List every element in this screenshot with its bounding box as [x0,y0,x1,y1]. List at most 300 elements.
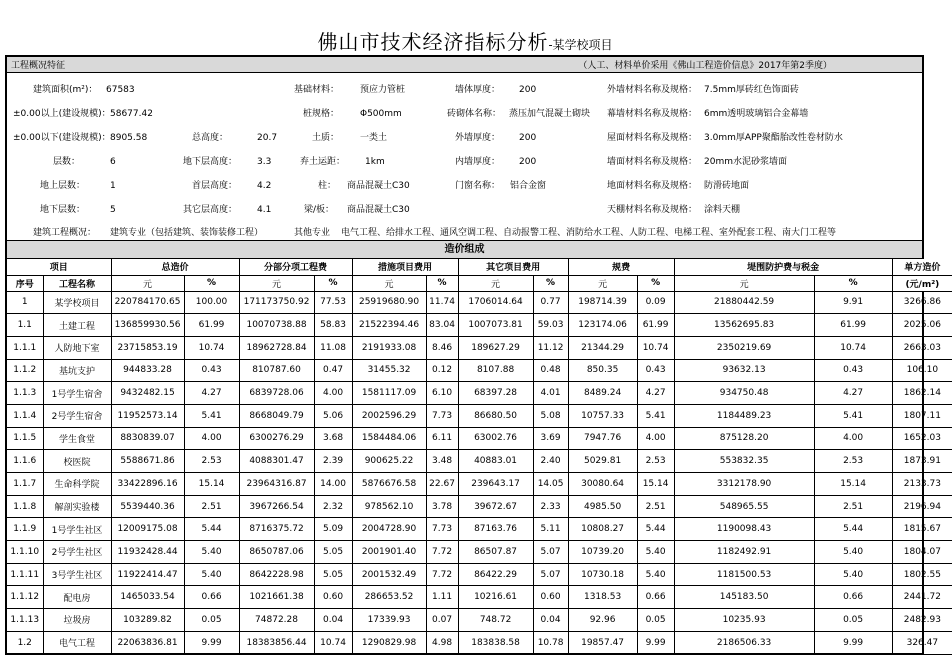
cell-meas-pct: 7.72 [426,563,458,586]
cell-tax: 553832.35 [674,450,814,473]
cell-seq: 1.1.11 [7,563,43,586]
cell-fee-pct: 5.40 [637,563,674,586]
cell-oth: 10216.61 [458,586,533,609]
header-sub-yuan: 元 [239,275,314,291]
cell-oth: 63002.76 [458,427,533,450]
cell-tax-pct: 4.00 [814,427,892,450]
above-area-value: 58677.42 [110,109,153,119]
cell-oth-pct: 11.12 [533,336,568,359]
cell-meas: 2191933.08 [352,336,426,359]
cell-sub-pct: 14.00 [314,473,352,496]
cell-oth-pct: 5.08 [533,404,568,427]
cell-seq: 1 [7,291,43,314]
cell-tax-pct: 4.27 [814,382,892,405]
cell-seq: 1.1.9 [7,518,43,541]
cell-oth-pct: 0.77 [533,291,568,314]
cell-total-pct: 2.51 [184,495,239,518]
cell-total: 136859930.56 [111,314,184,337]
cell-tax: 3312178.90 [674,473,814,496]
scope-value: 建筑专业（包括建筑、装饰装修工程） [110,228,264,238]
header-total-yuan: 元 [111,275,184,291]
cell-fee-pct: 4.27 [637,382,674,405]
cell-unit: 2196.94 [892,495,952,518]
cell-seq: 1.1.6 [7,450,43,473]
cell-total-pct: 0.05 [184,609,239,632]
overview-header-note: （人工、材料单价采用《佛山工程造价信息》2017年第2季度） [578,61,832,71]
cell-total-pct: 2.53 [184,450,239,473]
cell-sub-pct: 5.06 [314,404,352,427]
table-row [7,450,952,473]
header-meas-yuan: 元 [352,275,426,291]
cell-oth: 183838.58 [458,631,533,654]
header-fees: 规费 [568,259,674,275]
cell-name: 2号学生社区 [43,541,111,564]
header-unit-price: 单方造价 [892,259,952,275]
header-meas-pct: % [426,275,458,291]
cell-oth-pct: 3.69 [533,427,568,450]
cell-name: 垃圾房 [43,609,111,632]
cell-sub-pct: 5.05 [314,541,352,564]
cell-meas-pct: 1.11 [426,586,458,609]
title-sub: -某学校项目 [548,38,613,52]
header-name: 工程名称 [43,275,111,291]
overview-section [7,73,922,241]
cell-fee-pct: 5.41 [637,404,674,427]
table-row [7,404,952,427]
cell-seq: 1.1.1 [7,336,43,359]
cell-fee: 7947.76 [568,427,637,450]
cell-sub-pct: 10.74 [314,631,352,654]
cell-oth: 86507.87 [458,541,533,564]
cell-tax: 21880442.59 [674,291,814,314]
cell-name: 学生食堂 [43,427,111,450]
cell-oth: 8107.88 [458,359,533,382]
table-row [7,631,952,654]
cell-total: 5588671.86 [111,450,184,473]
header-tax: 堤围防护费与税金 [674,259,892,275]
header-fee-yuan: 元 [568,275,637,291]
foundation-label: 基础材料： [294,85,340,95]
cell-name: 解剖实验楼 [43,495,111,518]
cell-tax-pct: 61.99 [814,314,892,337]
cell-unit: 2025.06 [892,314,952,337]
int-wall-value: 20mm水泥砂浆墙面 [704,157,787,167]
cell-meas-pct: 3.78 [426,495,458,518]
cell-tax: 875128.20 [674,427,814,450]
cell-sub: 6839728.06 [239,382,314,405]
cell-oth-pct: 5.07 [533,563,568,586]
cell-name: 基坑支护 [43,359,111,382]
cell-meas: 1584484.06 [352,427,426,450]
header-sub-pct: % [314,275,352,291]
ceiling-value: 涂料天棚 [704,205,741,215]
table-row [7,563,952,586]
cell-oth-pct: 10.78 [533,631,568,654]
cell-fee: 850.35 [568,359,637,382]
cell-tax: 93632.13 [674,359,814,382]
cell-sub-pct: 4.00 [314,382,352,405]
cell-sub-pct: 3.68 [314,427,352,450]
soil-value: 一类土 [360,133,388,143]
cell-oth-pct: 59.03 [533,314,568,337]
cell-meas: 5876676.58 [352,473,426,496]
cell-sub: 8642228.98 [239,563,314,586]
cell-tax-pct: 15.14 [814,473,892,496]
cell-tax-pct: 0.05 [814,609,892,632]
cell-tax-pct: 9.99 [814,631,892,654]
cell-sub: 23964316.87 [239,473,314,496]
cell-total: 33422896.16 [111,473,184,496]
cell-fee-pct: 2.53 [637,450,674,473]
header-total-pct: % [184,275,239,291]
cell-seq: 1.1.13 [7,609,43,632]
header-measures: 措施项目费用 [352,259,458,275]
cell-oth-pct: 14.05 [533,473,568,496]
table-header-row-2 [7,275,952,291]
cell-oth: 239643.17 [458,473,533,496]
cell-seq: 1.1.2 [7,359,43,382]
cell-oth-pct: 0.48 [533,359,568,382]
cell-fee-pct: 5.44 [637,518,674,541]
floors-label: 层数： [53,157,81,167]
cell-name: 人防地下室 [43,336,111,359]
cell-sub-pct: 0.47 [314,359,352,382]
first-height-label: 首层高度： [192,181,238,191]
cell-tax: 1184489.23 [674,404,814,427]
below-floors-value: 5 [110,205,116,215]
cell-total: 22063836.81 [111,631,184,654]
cell-oth-pct: 0.04 [533,609,568,632]
cell-fee-pct: 61.99 [637,314,674,337]
cell-total-pct: 5.44 [184,518,239,541]
inner-wall-label: 内墙厚度： [455,157,501,167]
other-value: 电气工程、给排水工程、通风空调工程、自动报警工程、消防给水工程、人防工程、电梯工程、室外配套工程、南大门工程等 [341,228,837,238]
header-tax-yuan: 元 [674,275,814,291]
cell-fee-pct: 15.14 [637,473,674,496]
cell-meas-pct: 7.73 [426,404,458,427]
soil-label: 土质： [312,133,340,143]
cell-unit: 326.47 [892,631,952,654]
page-title [0,26,930,56]
table-row [7,495,952,518]
cell-name: 配电房 [43,586,111,609]
cell-sub-pct: 77.53 [314,291,352,314]
cell-oth: 86680.50 [458,404,533,427]
cell-fee: 21344.29 [568,336,637,359]
cell-meas: 1290829.98 [352,631,426,654]
basement-height-label: 地下层高度： [183,157,238,167]
cell-sub: 810787.60 [239,359,314,382]
ceiling-label: 天棚材料名称及规格： [607,205,698,215]
cell-sub: 10070738.88 [239,314,314,337]
cell-seq: 1.1.8 [7,495,43,518]
doors-value: 铝合金窗 [510,181,547,191]
cell-oth: 87163.76 [458,518,533,541]
pile-spec-value: Φ500mm [360,109,402,119]
cell-meas: 978562.10 [352,495,426,518]
cell-oth: 40883.01 [458,450,533,473]
cell-fee-pct: 2.51 [637,495,674,518]
cell-name: 电气工程 [43,631,111,654]
cell-meas-pct: 3.48 [426,450,458,473]
cell-sub: 6300276.29 [239,427,314,450]
total-height-label: 总高度： [192,133,229,143]
earth-distance-label: 弃土运距： [300,157,346,167]
int-wall-label: 墙面材料名称及规格： [607,157,698,167]
cell-sub-pct: 11.08 [314,336,352,359]
cell-oth: 68397.28 [458,382,533,405]
cell-seq: 1.1 [7,314,43,337]
cell-fee-pct: 0.09 [637,291,674,314]
inner-wall-value: 200 [519,157,537,167]
header-oth-yuan: 元 [458,275,533,291]
cell-unit: 1815.67 [892,518,952,541]
cell-total-pct: 4.00 [184,427,239,450]
cell-meas-pct: 6.11 [426,427,458,450]
cell-fee-pct: 0.43 [637,359,674,382]
cell-tax-pct: 5.40 [814,541,892,564]
cell-oth: 86422.29 [458,563,533,586]
above-area-label: ±0.00以上(建设规模)： [13,109,111,119]
earth-distance-value: 1km [365,157,385,167]
cell-sub-pct: 0.04 [314,609,352,632]
cell-sub-pct: 2.39 [314,450,352,473]
cell-oth: 189627.29 [458,336,533,359]
cell-oth-pct: 0.60 [533,586,568,609]
cell-unit: 2133.73 [892,473,952,496]
first-height-value: 4.2 [257,181,272,191]
cell-total-pct: 10.74 [184,336,239,359]
cell-oth: 39672.67 [458,495,533,518]
cell-fee: 10757.33 [568,404,637,427]
cell-unit: 2663.03 [892,336,952,359]
cell-unit: 2482.93 [892,609,952,632]
cell-sub-pct: 58.83 [314,314,352,337]
column-label: 柱： [318,181,337,191]
header-other: 其它项目费用 [458,259,568,275]
cell-fee-pct: 9.99 [637,631,674,654]
cell-fee-pct: 10.74 [637,336,674,359]
cell-total-pct: 9.99 [184,631,239,654]
header-tax-pct: % [814,275,892,291]
cell-tax: 10235.93 [674,609,814,632]
header-oth-pct: % [533,275,568,291]
cell-total-pct: 5.40 [184,563,239,586]
cell-meas-pct: 4.98 [426,631,458,654]
masonry-label: 砖砌体名称： [447,109,502,119]
cell-meas: 2004728.90 [352,518,426,541]
cell-seq: 1.1.5 [7,427,43,450]
wall-thickness-label: 墙体厚度： [455,85,501,95]
cell-seq: 1.1.7 [7,473,43,496]
cell-meas: 25919680.90 [352,291,426,314]
cell-meas-pct: 0.07 [426,609,458,632]
cell-total: 11952573.14 [111,404,184,427]
cell-oth-pct: 2.40 [533,450,568,473]
cell-fee: 123174.06 [568,314,637,337]
cell-tax: 145183.50 [674,586,814,609]
roof-label: 屋面材料名称及规格： [607,133,698,143]
cell-total: 220784170.65 [111,291,184,314]
table-row [7,291,952,314]
cell-meas: 2001532.49 [352,563,426,586]
doors-label: 门窗名称： [455,181,501,191]
curtain-label: 幕墙材料名称及规格： [607,109,698,119]
cell-unit: 1807.11 [892,404,952,427]
cell-tax: 2186506.33 [674,631,814,654]
cell-fee: 1318.53 [568,586,637,609]
cell-fee-pct: 5.40 [637,541,674,564]
table-row [7,427,952,450]
cell-oth: 1706014.64 [458,291,533,314]
cell-meas-pct: 6.10 [426,382,458,405]
cell-total: 11932428.44 [111,541,184,564]
cell-seq: 1.1.10 [7,541,43,564]
cell-total: 5539440.36 [111,495,184,518]
column-value: 商品混凝土C30 [347,181,410,191]
cell-tax: 1181500.53 [674,563,814,586]
outer-wall-label: 外墙厚度： [455,133,501,143]
above-floors-value: 1 [110,181,116,191]
cell-total: 103289.82 [111,609,184,632]
cell-fee: 19857.47 [568,631,637,654]
cell-fee-pct: 4.00 [637,427,674,450]
cell-tax-pct: 0.66 [814,586,892,609]
cell-unit: 2441.72 [892,586,952,609]
below-floors-label: 地下层数： [40,205,86,215]
cell-fee: 10730.18 [568,563,637,586]
table-row [7,336,952,359]
cost-section-title: 造价组成 [7,241,922,259]
cell-seq: 1.1.4 [7,404,43,427]
building-area-label: 建筑面积(m²)： [33,85,98,95]
floor-value: 防滑砖地面 [704,181,750,191]
cell-tax: 1190098.43 [674,518,814,541]
cell-meas-pct: 11.74 [426,291,458,314]
above-floors-label: 地上层数： [40,181,86,191]
floor-label: 地面材料名称及规格： [607,181,698,191]
cell-oth: 1007073.81 [458,314,533,337]
foundation-value: 预应力管桩 [360,85,406,95]
cell-name: 土建工程 [43,314,111,337]
header-subitem: 分部分项工程费 [239,259,352,275]
outer-wall-value: 200 [519,133,537,143]
wall-thickness-value: 200 [519,85,537,95]
roof-value: 3.0mm厚APP聚酯胎改性卷材防水 [704,133,843,143]
cell-total-pct: 0.43 [184,359,239,382]
cell-fee: 198714.39 [568,291,637,314]
cell-fee-pct: 0.05 [637,609,674,632]
cell-total-pct: 0.66 [184,586,239,609]
cell-unit: 106.10 [892,359,952,382]
overview-header-label: 工程概况特征 [11,61,66,71]
ext-wall-finish-label: 外墙材料名称及规格： [607,85,698,95]
cell-name: 生命科学院 [43,473,111,496]
cell-meas-pct: 8.46 [426,336,458,359]
cell-meas: 31455.32 [352,359,426,382]
cell-tax-pct: 5.44 [814,518,892,541]
cell-seq: 1.1.12 [7,586,43,609]
cell-total-pct: 4.27 [184,382,239,405]
cell-fee-pct: 0.66 [637,586,674,609]
cell-total: 9432482.15 [111,382,184,405]
cell-sub-pct: 2.32 [314,495,352,518]
cell-total: 944833.28 [111,359,184,382]
cell-sub: 4088301.47 [239,450,314,473]
cell-tax: 13562695.83 [674,314,814,337]
cell-meas-pct: 22.67 [426,473,458,496]
header-item: 项目 [7,259,111,275]
cell-total: 23715853.19 [111,336,184,359]
cell-total: 1465033.54 [111,586,184,609]
report-frame [5,55,941,655]
cell-sub-pct: 5.05 [314,563,352,586]
cell-sub: 74872.28 [239,609,314,632]
floors-value: 6 [110,157,116,167]
cell-meas: 21522394.46 [352,314,426,337]
cell-oth-pct: 5.11 [533,518,568,541]
table-header-row-1 [7,259,952,275]
cell-meas: 900625.22 [352,450,426,473]
cell-total: 11922414.47 [111,563,184,586]
below-area-label: ±0.00以下(建设规模)： [13,133,111,143]
cell-unit: 1804.07 [892,541,952,564]
cell-total: 8830839.07 [111,427,184,450]
cell-name: 校医院 [43,450,111,473]
building-area-value: 67583 [106,85,135,95]
cell-seq: 1.2 [7,631,43,654]
basement-height-value: 3.3 [257,157,272,167]
header-fee-pct: % [637,275,674,291]
cell-tax-pct: 2.53 [814,450,892,473]
table-row [7,609,952,632]
beam-value: 商品混凝土C30 [347,205,410,215]
cell-total-pct: 5.41 [184,404,239,427]
curtain-value: 6mm透明玻璃铝合金幕墙 [704,109,809,119]
table-row [7,586,952,609]
other-height-value: 4.1 [257,205,272,215]
cell-oth-pct: 4.01 [533,382,568,405]
cell-meas-pct: 7.73 [426,518,458,541]
header-unit: (元/m²) [892,275,952,291]
cell-tax-pct: 5.40 [814,563,892,586]
title-main: 佛山市技术经济指标分析 [317,30,549,54]
cell-sub: 18962728.84 [239,336,314,359]
cell-tax: 2350219.69 [674,336,814,359]
other-height-label: 其它层高度： [183,205,238,215]
cell-tax-pct: 10.74 [814,336,892,359]
masonry-value: 蒸压加气混凝土砌块 [509,109,591,119]
cell-name: 3号学生社区 [43,563,111,586]
header-total: 总造价 [111,259,239,275]
cell-meas: 2002596.29 [352,404,426,427]
table-row [7,359,952,382]
cell-meas: 17339.93 [352,609,426,632]
beam-label: 梁/板： [304,205,335,215]
cell-fee: 92.96 [568,609,637,632]
cell-tax-pct: 5.41 [814,404,892,427]
cell-fee: 10808.27 [568,518,637,541]
cell-unit: 1802.55 [892,563,952,586]
cell-unit: 3266.86 [892,291,952,314]
table-row [7,541,952,564]
cost-table [7,259,952,655]
cell-unit: 1652.03 [892,427,952,450]
table-row [7,518,952,541]
cell-seq: 1.1.3 [7,382,43,405]
table-row [7,473,952,496]
cell-fee: 10739.20 [568,541,637,564]
